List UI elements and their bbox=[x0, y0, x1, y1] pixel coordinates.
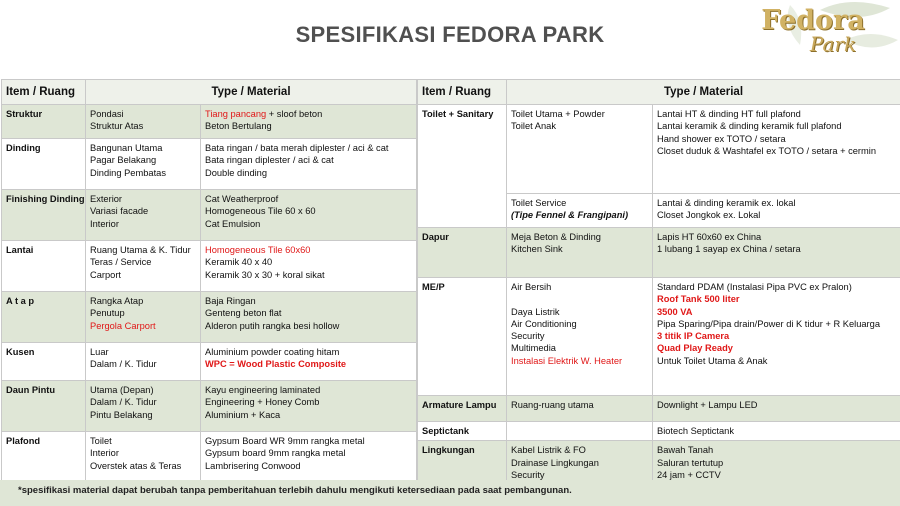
material-cell bbox=[653, 422, 900, 441]
cell-line: Biotech Septictank bbox=[657, 426, 735, 436]
spec-row bbox=[418, 441, 900, 485]
material-cell bbox=[201, 190, 417, 241]
spec-row bbox=[418, 278, 900, 396]
item-cell bbox=[507, 194, 653, 228]
fedora-park-logo bbox=[748, 6, 878, 66]
item-cell bbox=[86, 381, 201, 432]
cell-line: Multimedia bbox=[511, 343, 556, 354]
cell-line: 3500 VA bbox=[657, 306, 693, 317]
cell-line: Toilet Service bbox=[511, 198, 567, 208]
cell-text-segment: + sloof beton bbox=[266, 109, 323, 119]
cell-line: Bata ringan diplester / aci & cat bbox=[205, 155, 334, 166]
cell-line: Bata ringan / bata merah diplester / aci & cat bbox=[205, 143, 389, 153]
cell-line: Lantai & dinding keramik ex. lokal bbox=[657, 198, 796, 208]
cell-line: Overstek atas & Teras bbox=[90, 460, 182, 471]
category-cell: Dapur bbox=[418, 228, 507, 278]
cell-line: Lapis HT 60x60 ex China bbox=[657, 232, 762, 242]
cell-line: Pondasi bbox=[90, 109, 124, 119]
cell-line: Ruang Utama & K. Tidur bbox=[90, 245, 191, 255]
cell-line: Air Conditioning bbox=[511, 318, 577, 329]
item-cell bbox=[507, 228, 653, 278]
logo-main-text: Fedora bbox=[761, 5, 865, 36]
cell-line: Bawah Tanah bbox=[657, 445, 714, 456]
item-cell bbox=[86, 105, 201, 139]
category-cell: Finishing Dinding bbox=[2, 190, 86, 241]
cell-line: Gypsum Board WR 9mm rangka metal bbox=[205, 436, 365, 446]
material-cell bbox=[201, 139, 417, 190]
cell-line: Variasi facade bbox=[90, 206, 149, 217]
item-cell bbox=[86, 343, 201, 381]
spec-row bbox=[418, 194, 900, 228]
spec-row bbox=[418, 396, 900, 422]
material-cell bbox=[653, 278, 900, 396]
cell-line: Utama (Depan) bbox=[90, 385, 154, 395]
material-cell bbox=[201, 432, 417, 483]
spec-row bbox=[418, 422, 900, 441]
footnote: *spesifikasi material dapat berubah tanpa pemberitahuan terlebih dahulu mengikuti ketersediaan pada saat pembangunan. bbox=[18, 485, 572, 496]
category-cell: Armature Lampu bbox=[418, 396, 507, 422]
material-cell bbox=[201, 343, 417, 381]
item-cell bbox=[86, 139, 201, 190]
spec-table-left bbox=[1, 79, 417, 483]
category-cell: Toilet + Sanitary bbox=[418, 105, 507, 194]
cell-line: Downlight + Lampu LED bbox=[657, 400, 758, 410]
spec-row bbox=[2, 343, 417, 381]
category-cell: Plafond bbox=[2, 432, 86, 483]
cell-line: Security bbox=[511, 469, 545, 480]
cell-line: Aluminium powder coating hitam bbox=[205, 347, 340, 357]
material-cell bbox=[201, 105, 417, 139]
cell-line: Ruang-ruang utama bbox=[511, 400, 594, 410]
material-cell bbox=[653, 105, 900, 194]
spec-row bbox=[2, 190, 417, 241]
cell-line: Aluminium + Kaca bbox=[205, 409, 281, 420]
item-cell bbox=[507, 278, 653, 396]
cell-line: (Tipe Fennel & Frangipani) bbox=[511, 210, 629, 221]
cell-line: Kayu engineering laminated bbox=[205, 385, 321, 395]
category-cell bbox=[418, 194, 507, 228]
material-cell bbox=[201, 241, 417, 292]
blank-line bbox=[511, 293, 648, 305]
item-cell bbox=[86, 241, 201, 292]
cell-line: Daya Listrik bbox=[511, 306, 560, 317]
cell-line: Pagar Belakang bbox=[90, 155, 157, 166]
cell-line: Pipa Sparing/Pipa drain/Power di K tidur + R Keluarga bbox=[657, 318, 880, 329]
cell-line: Quad Play Ready bbox=[657, 343, 733, 354]
spec-row bbox=[418, 228, 900, 278]
category-cell: ME/P bbox=[418, 278, 507, 396]
column-header-type: Type / Material bbox=[507, 80, 900, 105]
cell-line: Interior bbox=[90, 448, 119, 459]
cell-line: Teras / Service bbox=[90, 257, 152, 268]
cell-line: Homogeneous Tile 60 x 60 bbox=[205, 206, 316, 217]
cell-line: Beton Bertulang bbox=[205, 121, 272, 132]
cell-line: Lambrisering Conwood bbox=[205, 460, 301, 471]
cell-line: Saluran tertutup bbox=[657, 457, 724, 468]
item-cell bbox=[507, 422, 653, 441]
cell-line: Rangka Atap bbox=[90, 296, 144, 306]
column-header-item: Item / Ruang bbox=[2, 80, 86, 105]
cell-line: Lantai keramik & dinding keramik full plafond bbox=[657, 121, 842, 132]
cell-line: Lantai HT & dinding HT full plafond bbox=[657, 109, 801, 119]
cell-line: Struktur Atas bbox=[90, 121, 144, 132]
spec-row bbox=[2, 241, 417, 292]
item-cell bbox=[507, 396, 653, 422]
cell-line: Bangunan Utama bbox=[90, 143, 163, 153]
cell-line: Closet duduk & Washtafel ex TOTO / setara + cermin bbox=[657, 145, 877, 156]
cell-line: Dalam / K. Tidur bbox=[90, 397, 157, 408]
item-cell bbox=[507, 441, 653, 485]
spec-row bbox=[2, 292, 417, 343]
spec-table-right bbox=[417, 79, 900, 485]
cell-line: Baja Ringan bbox=[205, 296, 256, 306]
spec-row bbox=[2, 139, 417, 190]
cell-line: Engineering + Honey Comb bbox=[205, 397, 320, 408]
cell-line: Penutup bbox=[90, 308, 125, 319]
cell-line: WPC = Wood Plastic Composite bbox=[205, 359, 347, 370]
cell-line: Pintu Belakang bbox=[90, 409, 153, 420]
cell-line: Genteng beton flat bbox=[205, 308, 282, 319]
item-cell bbox=[86, 190, 201, 241]
material-cell bbox=[653, 396, 900, 422]
category-cell: Lantai bbox=[2, 241, 86, 292]
logo-sub-text: Park bbox=[809, 32, 857, 56]
cell-line: Closet Jongkok ex. Lokal bbox=[657, 210, 761, 221]
cell-line: Cat Weatherproof bbox=[205, 194, 279, 204]
item-cell bbox=[507, 105, 653, 194]
cell-line: 1 lubang 1 sayap ex China / setara bbox=[657, 244, 801, 255]
cell-line: Exterior bbox=[90, 194, 123, 204]
column-header-type: Type / Material bbox=[86, 80, 417, 105]
column-header-item: Item / Ruang bbox=[418, 80, 507, 105]
page-title: SPESIFIKASI FEDORA PARK bbox=[295, 22, 605, 47]
cell-line: Security bbox=[511, 331, 545, 342]
cell-line: Keramik 40 x 40 bbox=[205, 257, 273, 268]
cell-line: Double dinding bbox=[205, 167, 268, 178]
cell-line: Dinding Pembatas bbox=[90, 167, 166, 178]
cell-line: Carport bbox=[90, 269, 122, 280]
cell-line: Interior bbox=[90, 218, 119, 229]
cell-line: Instalasi Elektrik W. Heater bbox=[511, 355, 623, 366]
cell-line: Drainase Lingkungan bbox=[511, 457, 599, 468]
material-cell bbox=[201, 292, 417, 343]
cell-line: Toilet Utama + Powder bbox=[511, 109, 605, 119]
material-cell bbox=[653, 441, 900, 485]
cell-line: Hand shower ex TOTO / setara bbox=[657, 133, 786, 144]
item-cell bbox=[86, 292, 201, 343]
cell-line: 3 titik IP Camera bbox=[657, 331, 730, 342]
category-cell: Struktur bbox=[2, 105, 86, 139]
spec-row bbox=[418, 105, 900, 194]
item-cell bbox=[86, 432, 201, 483]
cell-line: Standard PDAM (Instalasi Pipa PVC ex Pralon) bbox=[657, 282, 852, 292]
cell-line: Kitchen Sink bbox=[511, 244, 563, 255]
cell-line: Meja Beton & Dinding bbox=[511, 232, 601, 242]
cell-line: Luar bbox=[90, 347, 109, 357]
category-cell: A t a p bbox=[2, 292, 86, 343]
material-cell bbox=[653, 228, 900, 278]
cell-line: Keramik 30 x 30 + koral sikat bbox=[205, 269, 325, 280]
cell-line: Air Bersih bbox=[511, 282, 552, 292]
category-cell: Lingkungan bbox=[418, 441, 507, 485]
spec-row bbox=[2, 432, 417, 483]
cell-line: Toilet Anak bbox=[511, 121, 556, 132]
cell-line: Pergola Carport bbox=[90, 320, 156, 331]
category-cell: Kusen bbox=[2, 343, 86, 381]
cell-text-segment: Tiang pancang bbox=[205, 109, 267, 119]
cell-line bbox=[205, 108, 412, 120]
cell-line: Roof Tank 500 liter bbox=[657, 294, 740, 305]
cell-line: Alderon putih rangka besi hollow bbox=[205, 320, 340, 331]
cell-line: Kabel Listrik & FO bbox=[511, 445, 586, 456]
category-cell: Daun Pintu bbox=[2, 381, 86, 432]
cell-line: Dalam / K. Tidur bbox=[90, 359, 157, 370]
material-cell bbox=[201, 381, 417, 432]
category-cell: Septictank bbox=[418, 422, 507, 441]
cell-line: Untuk Toilet Utama & Anak bbox=[657, 355, 768, 366]
spec-row bbox=[2, 381, 417, 432]
cell-line: Gypsum board 9mm rangka metal bbox=[205, 448, 346, 459]
cell-line: 24 jam + CCTV bbox=[657, 469, 721, 480]
spec-row bbox=[2, 105, 417, 139]
category-cell: Dinding bbox=[2, 139, 86, 190]
cell-line: Toilet bbox=[90, 436, 112, 446]
cell-line: Cat Emulsion bbox=[205, 218, 261, 229]
cell-line: Homogeneous Tile 60x60 bbox=[205, 245, 311, 255]
material-cell bbox=[653, 194, 900, 228]
